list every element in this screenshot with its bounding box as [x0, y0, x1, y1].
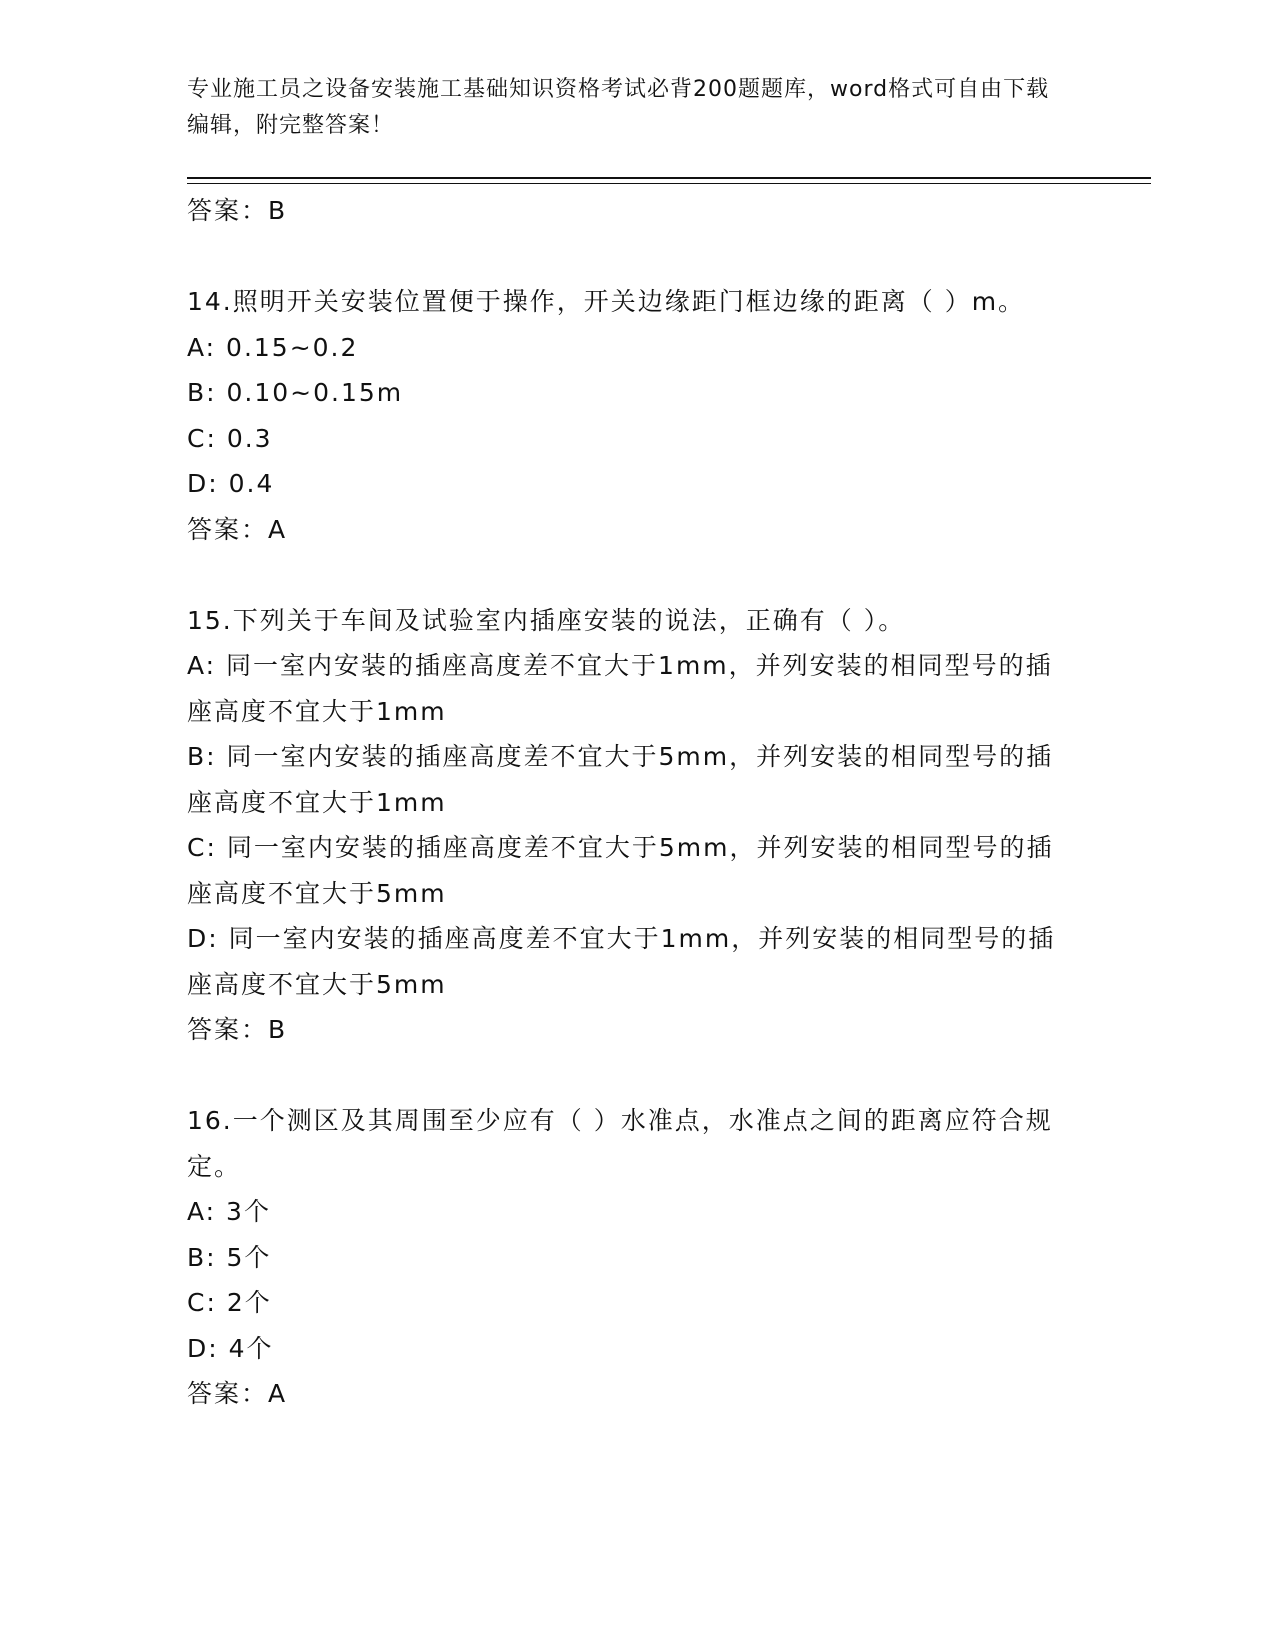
option-a: A: 0.15~0.2: [187, 332, 359, 362]
question-15: [187, 598, 1067, 1053]
previous-answer: 答案：B: [187, 196, 288, 225]
question-list: [187, 188, 1067, 1417]
option-b: B: 同一室内安装的插座高度差不宜大于5mm，并列安装的相同型号的插座高度不宜大于1mm: [187, 742, 1054, 817]
page-header: [187, 72, 1067, 144]
header-text: 专业施工员之设备安装施工基础知识资格考试必背200题题库，word格式可自由下载编辑，附完整答案！: [187, 77, 1050, 138]
option-c: C: 2个: [187, 1288, 272, 1317]
option-d: D: 0.4: [187, 469, 275, 498]
question-stem: 14.照明开关安装位置便于操作，开关边缘距门框边缘的距离（ ）m。: [187, 287, 1026, 316]
question-16: [187, 1098, 1067, 1417]
option-c: C: 0.3: [187, 423, 273, 453]
option-b: B: 5个: [187, 1242, 272, 1272]
question-14: [187, 279, 1067, 552]
answer-line: 答案：A: [187, 1379, 288, 1408]
question-stem: 16.一个测区及其周围至少应有（ ）水准点，水准点之间的距离应符合规定。: [187, 1106, 1053, 1181]
answer-line: 答案：A: [187, 514, 288, 544]
header-divider-thick: [187, 177, 1151, 179]
answer-line: 答案：B: [187, 1015, 288, 1044]
question-stem: 15.下列关于车间及试验室内插座安装的说法，正确有（ ）。: [187, 605, 906, 635]
option-a: A: 同一室内安装的插座高度差不宜大于1mm，并列安装的相同型号的插座高度不宜大于1mm: [187, 651, 1053, 726]
option-d: D: 同一室内安装的插座高度差不宜大于1mm，并列安装的相同型号的插座高度不宜大于5mm: [187, 924, 1056, 999]
header-divider-thin: [187, 183, 1151, 184]
option-a: A: 3个: [187, 1197, 271, 1226]
option-b: B: 0.10~0.15m: [187, 378, 404, 407]
option-c: C: 同一室内安装的插座高度差不宜大于5mm，并列安装的相同型号的插座高度不宜大于5mm: [187, 833, 1054, 908]
option-d: D: 4个: [187, 1333, 274, 1363]
